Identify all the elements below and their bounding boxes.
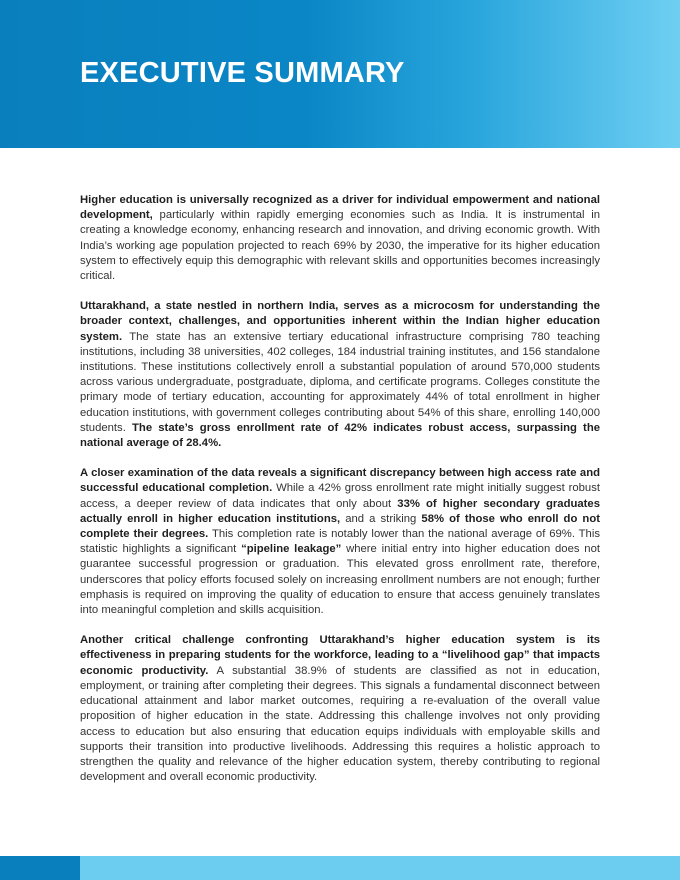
p4-bold-1: Another critical challenge confronting Uttarakhand’s higher education system is its effectiveness in preparing students for the workforce, leading to a “livelihood gap” that impacts economic productivity. bbox=[80, 634, 600, 677]
p3-bold-1: A closer examination of the data reveals a significant discrepancy between high access rate and successful educational completion. bbox=[80, 467, 600, 495]
p3-text-2: and a striking bbox=[340, 512, 422, 525]
p3-text-1: While a 42% gross enrollment rate might initially suggest robust access, a deeper review of data indicates that only about bbox=[80, 482, 601, 510]
page-title: EXECUTIVE SUMMARY bbox=[80, 57, 405, 89]
footer-bar-light bbox=[80, 856, 680, 880]
header-banner bbox=[0, 0, 680, 148]
paragraph-2 bbox=[80, 299, 600, 451]
p4-text-1: A substantial 38.9% of students are classified as not in education, employment, or training after completing their degrees. This signals a fundamental disconnect between educational attainment and labor market outcomes, requiring a re-evaluation of the overall value proposition of higher education in the state. Addressing this challenge involves not only providing access to education but also ensuring that education equips individuals with employable skills and supports their transition into productive livelihoods. Addressing this requires a holistic approach to strengthen the quality and relevance of the higher education system, thereby contributing to regional development and overall economic productivity. bbox=[80, 664, 600, 784]
p3-text-4: where initial entry into higher education does not guarantee successful progression or graduation. This elevated gross enrollment rate, therefore, underscores that policy efforts focused solely on increasing enrollment numbers are not enough; further emphasis is required on improving the quality of education to ensure that access genuinely translates into meaningful completion and skills acquisition. bbox=[80, 543, 600, 617]
p2-bold-1: Uttarakhand, a state nestled in northern India, serves as a microcosm for understanding the broader context, challenges, and opportunities inherent within the Indian higher education system. bbox=[80, 300, 600, 343]
p1-text-1: particularly within rapidly emerging economies such as India. It is instrumental in creating a knowledge economy, enhancing research and innovation, and driving economic growth. With India’s working age population projected to reach 69% by 2030, the imperative for its higher education system to effectively equip this demographic with relevant skills and opportunities becomes increasingly critical. bbox=[80, 209, 600, 283]
p3-bold-2: 33% of higher secondary graduates actually enroll in higher education institutions, bbox=[80, 497, 600, 525]
p1-bold-1: Higher education is universally recognized as a driver for individual empowerment and national development, bbox=[80, 194, 600, 222]
p3-bold-3: 58% of those who enroll do not complete their degrees. bbox=[80, 512, 600, 541]
paragraph-3 bbox=[80, 466, 600, 618]
summary-body bbox=[80, 193, 600, 800]
paragraph-1 bbox=[80, 193, 600, 284]
paragraph-4 bbox=[80, 633, 600, 785]
p2-text-1: The state has an extensive tertiary educational infrastructure comprising 780 teaching institutions, including 38 universities, 402 colleges, 184 industrial training institutes, and 156 standalone institutions. These institutions collectively enroll a substantial population of around 570,000 students across various undergraduate, postgraduate, diploma, and certificate programs. Colleges constitute the primary mode of tertiary education, accounting for approximately 44% of total enrollment in higher education institutions, with government colleges contributing about 54% of this share, enrolling 140,000 students. bbox=[80, 330, 600, 434]
footer-bar-dark bbox=[0, 856, 80, 880]
p3-bold-4: “pipeline leakage” bbox=[241, 543, 342, 556]
p3-text-3: This completion rate is notably lower than the national average of 69%. This statistic highlights a significant bbox=[80, 528, 600, 556]
p2-bold-2: The state’s gross enrollment rate of 42% indicates robust access, surpassing the national average of 28.4%. bbox=[80, 421, 600, 450]
